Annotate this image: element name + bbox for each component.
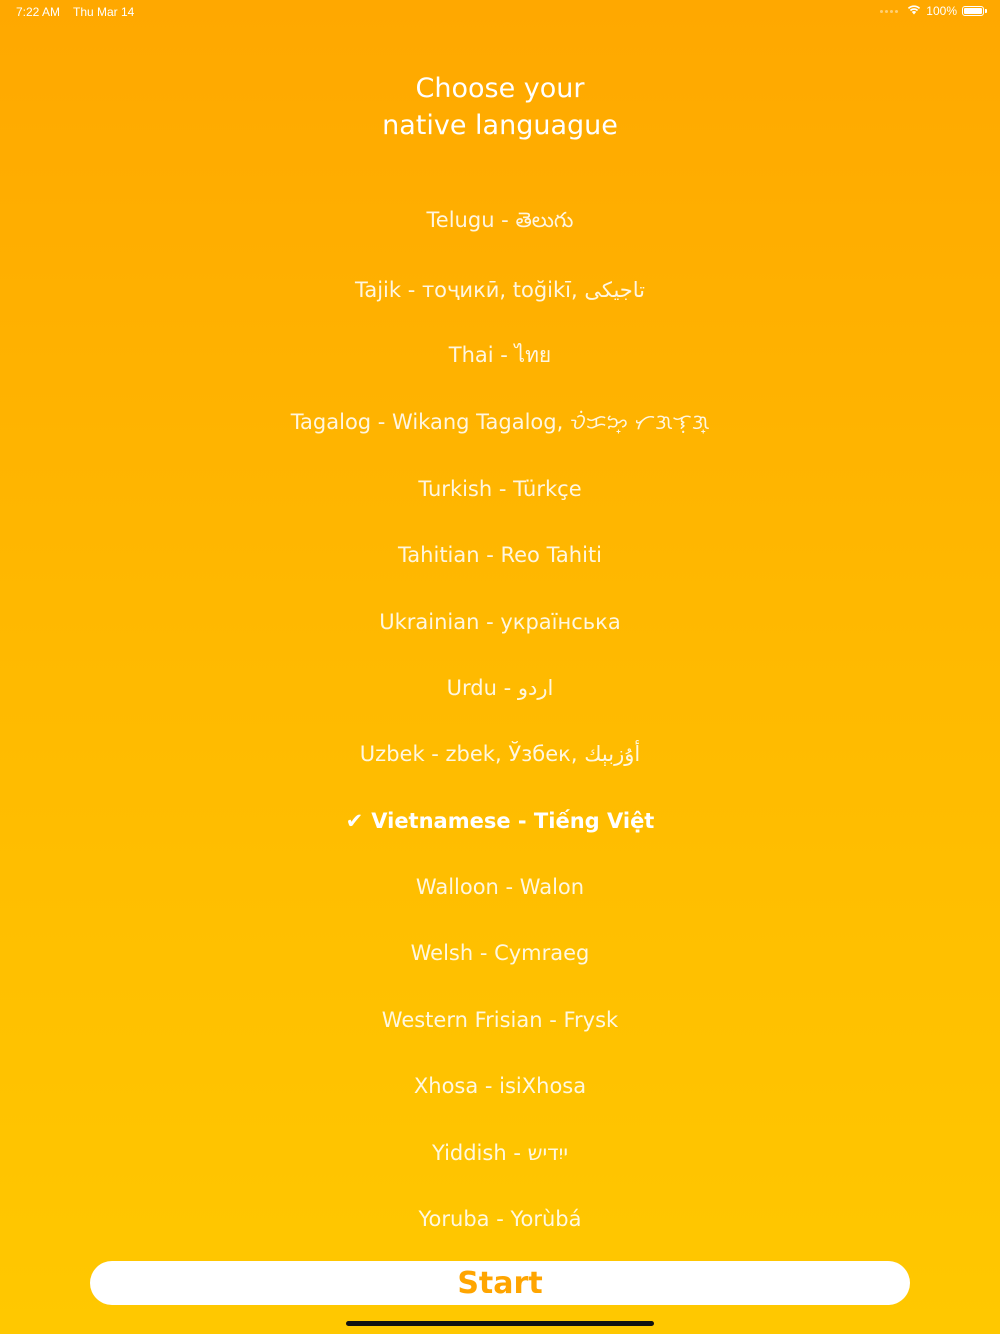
language-item[interactable] <box>0 920 1000 986</box>
language-item[interactable] <box>0 190 1000 256</box>
home-indicator <box>346 1321 654 1326</box>
signal-dots-icon <box>880 10 898 13</box>
language-list <box>0 190 1000 1252</box>
language-item[interactable] <box>0 1119 1000 1185</box>
language-label: Vietnamese - Tiếng Việt <box>371 808 655 833</box>
language-item[interactable] <box>0 1186 1000 1252</box>
language-label: Tajik - тоҷикӣ, toğikī, تاجیکی <box>354 277 646 302</box>
language-item[interactable] <box>0 655 1000 721</box>
language-item-selected[interactable] <box>0 788 1000 854</box>
language-label: Walloon - Walon <box>415 875 585 900</box>
language-label: Welsh - Cymraeg <box>410 941 590 966</box>
language-item[interactable] <box>0 854 1000 920</box>
battery-percent: 100% <box>926 4 957 18</box>
language-label: Yoruba - Yorùbá <box>418 1207 582 1232</box>
page-title-line-1: Choose your <box>415 73 585 104</box>
language-item[interactable] <box>0 588 1000 654</box>
language-label: Uzbek - zbek, Ўзбек, أۇزبېك <box>359 742 641 767</box>
language-label: Ukrainian - українська <box>379 609 621 634</box>
checkmark-icon: ✔ <box>345 808 364 833</box>
language-label: Turkish - Türkçe <box>418 476 582 501</box>
status-indicators <box>880 4 984 18</box>
language-label: Urdu - اردو <box>446 675 554 700</box>
start-button[interactable]: Start <box>90 1261 910 1305</box>
language-label: Tahitian - Reo Tahiti <box>397 543 603 568</box>
status-bar <box>0 0 1000 24</box>
page-title-line-2: native languague <box>382 110 618 141</box>
language-item[interactable] <box>0 987 1000 1053</box>
language-item[interactable] <box>0 456 1000 522</box>
language-label: Telugu - తెలుగు <box>426 208 574 233</box>
language-item[interactable] <box>0 522 1000 588</box>
status-time: 7:22 AM <box>16 5 61 19</box>
language-label: Yiddish - ייִדיש <box>431 1140 569 1165</box>
battery-icon <box>962 6 984 16</box>
language-label: Tagalog - Wikang Tagalog, ᜏᜒᜃᜅ᜔ ᜆᜄᜎᜓᜄ᜔ <box>290 410 710 435</box>
status-date: Thu Mar 14 <box>73 5 135 19</box>
language-item[interactable] <box>0 389 1000 455</box>
language-label: Xhosa - isiXhosa <box>413 1074 587 1099</box>
language-item[interactable] <box>0 323 1000 389</box>
language-item[interactable] <box>0 256 1000 322</box>
language-item[interactable] <box>0 721 1000 787</box>
language-label: Thai - ไทย <box>448 343 552 368</box>
language-label: Western Frisian - Frysk <box>381 1007 619 1032</box>
wifi-icon <box>907 4 921 18</box>
page-title <box>0 70 1000 144</box>
language-item[interactable] <box>0 1053 1000 1119</box>
